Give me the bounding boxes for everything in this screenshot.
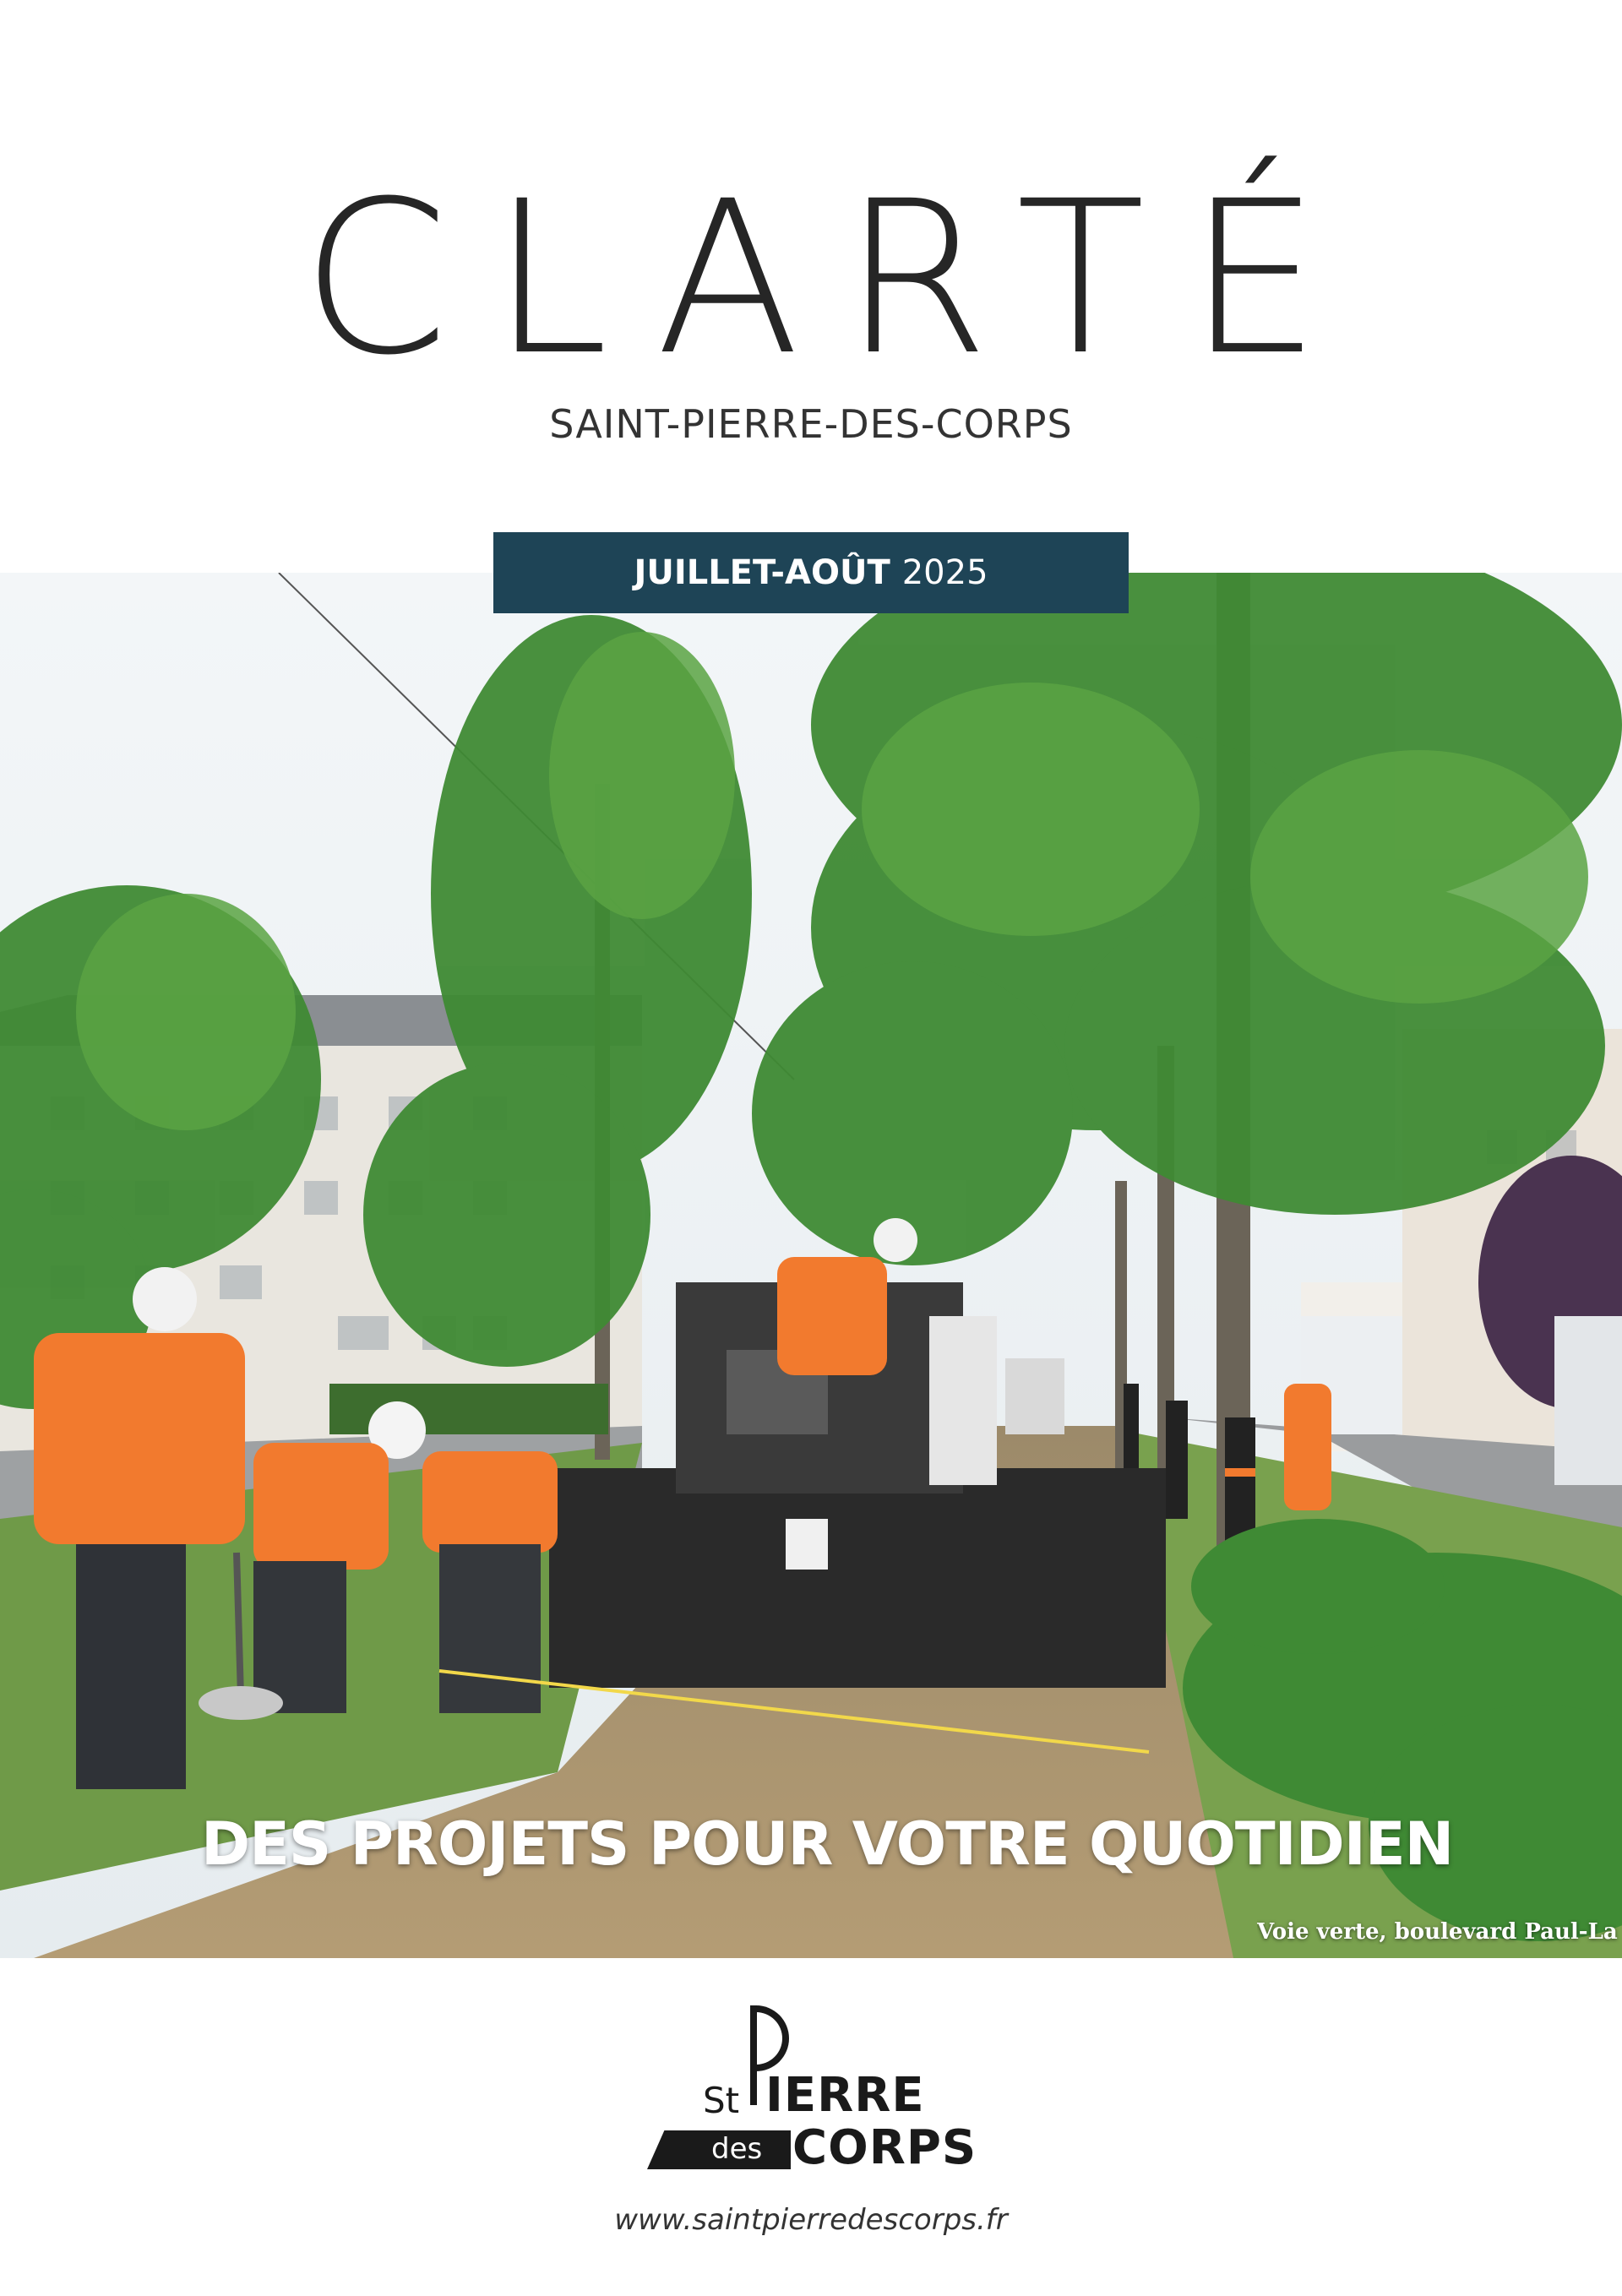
masthead-subtitle: SAINT-PIERRE-DES-CORPS [549, 401, 1073, 447]
cover-photo [0, 573, 1622, 1958]
cover-headline: DES PROJETS POUR VOTRE QUOTIDIEN [201, 1809, 1454, 1879]
logo-pierre: IERRE [765, 2068, 925, 2123]
issue-year: 2025 [901, 553, 988, 592]
logo-corps: CORPS [792, 2120, 977, 2175]
city-logo [642, 2002, 997, 2175]
logo-st: St [703, 2080, 740, 2121]
issue-months: JUILLET-AOÛT [634, 553, 890, 592]
issue-date-banner [493, 532, 1129, 613]
website-link[interactable]: www.saintpierredescorps.fr [614, 2203, 1008, 2237]
logo-des: des [711, 2132, 763, 2166]
logo-p-bowl [754, 2005, 789, 2071]
photo-caption: Voie verte, boulevard Paul-La [1257, 1919, 1618, 1945]
masthead-title: CLARTÉ [301, 155, 1363, 401]
